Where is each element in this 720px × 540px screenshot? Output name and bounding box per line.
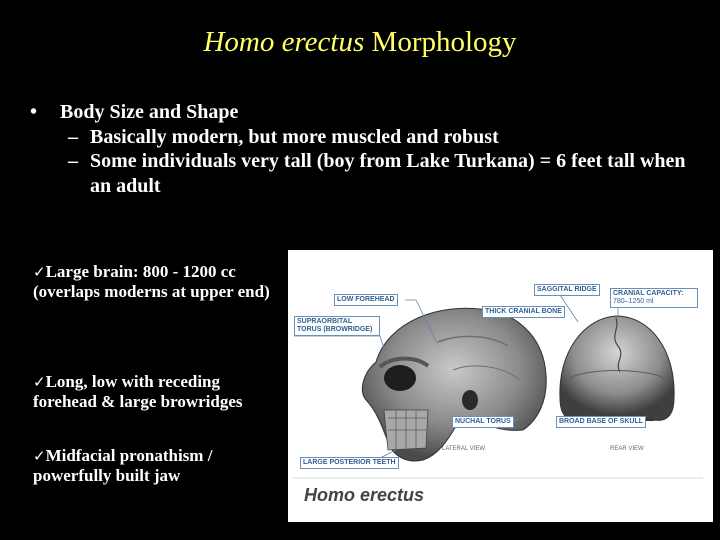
sub-bullet-1 — [30, 125, 700, 150]
bullet-dot-icon: • — [30, 101, 38, 123]
sub-bullet-2 — [30, 149, 700, 198]
label-supraorbital: SUPRAORBITAL TORUS (BROWRIDGE) — [294, 316, 380, 336]
check-item-3 — [33, 446, 288, 486]
label-low-forehead: LOW FOREHEAD — [334, 294, 398, 306]
eye-orbit — [384, 365, 416, 391]
checkmark-icon: ✓ — [33, 447, 46, 465]
bullet-main-text: Body Size and Shape — [60, 101, 239, 123]
check-item-2 — [33, 372, 288, 412]
label-cranial-capacity — [610, 288, 698, 308]
slide-title — [0, 26, 720, 59]
label-broad-base: BROAD BASE OF SKULL — [556, 416, 646, 428]
label-posterior-teeth: LARGE POSTERIOR TEETH — [300, 457, 399, 469]
species-caption: Homo erectus — [304, 485, 425, 505]
title-species: Homo erectus — [203, 26, 365, 58]
label-thick-bone: THICK CRANIAL BONE — [482, 306, 565, 318]
rear-skull-drawing — [560, 316, 674, 420]
checkmark-icon: ✓ — [33, 263, 46, 281]
cranial-capacity-title: CRANIAL CAPACITY: — [613, 290, 684, 297]
dash-icon: – — [68, 125, 78, 148]
lateral-view-caption: LATERAL VIEW — [442, 446, 486, 452]
rear-view-caption: REAR VIEW — [610, 446, 644, 452]
check-item-3-text: Midfacial pronathism / powerfully built jaw — [33, 446, 213, 485]
sub-bullet-2-text: Some individuals very tall (boy from Lake Turkana) = 6 feet tall when an adult — [90, 150, 686, 197]
check-item-1-text: Large brain: 800 - 1200 cc (overlaps moderns at upper end) — [33, 262, 270, 301]
bullet-list — [30, 100, 700, 198]
sub-bullet-1-text: Basically modern, but more muscled and robust — [90, 125, 499, 148]
bullet-main — [30, 100, 700, 125]
dash-icon: – — [68, 150, 78, 172]
lateral-skull-drawing — [362, 308, 546, 461]
check-item-2-text: Long, low with receding forehead & large browridges — [33, 372, 243, 411]
check-item-1 — [33, 262, 288, 302]
title-rest: Morphology — [364, 26, 517, 58]
label-sagittal: SAGGITAL RIDGE — [534, 284, 600, 296]
checkmark-icon: ✓ — [33, 373, 46, 391]
label-nuchal-torus: NUCHAL TORUS — [452, 416, 514, 428]
skull-figure — [288, 250, 713, 522]
cranial-capacity-range: 780–1250 ml — [613, 298, 654, 305]
